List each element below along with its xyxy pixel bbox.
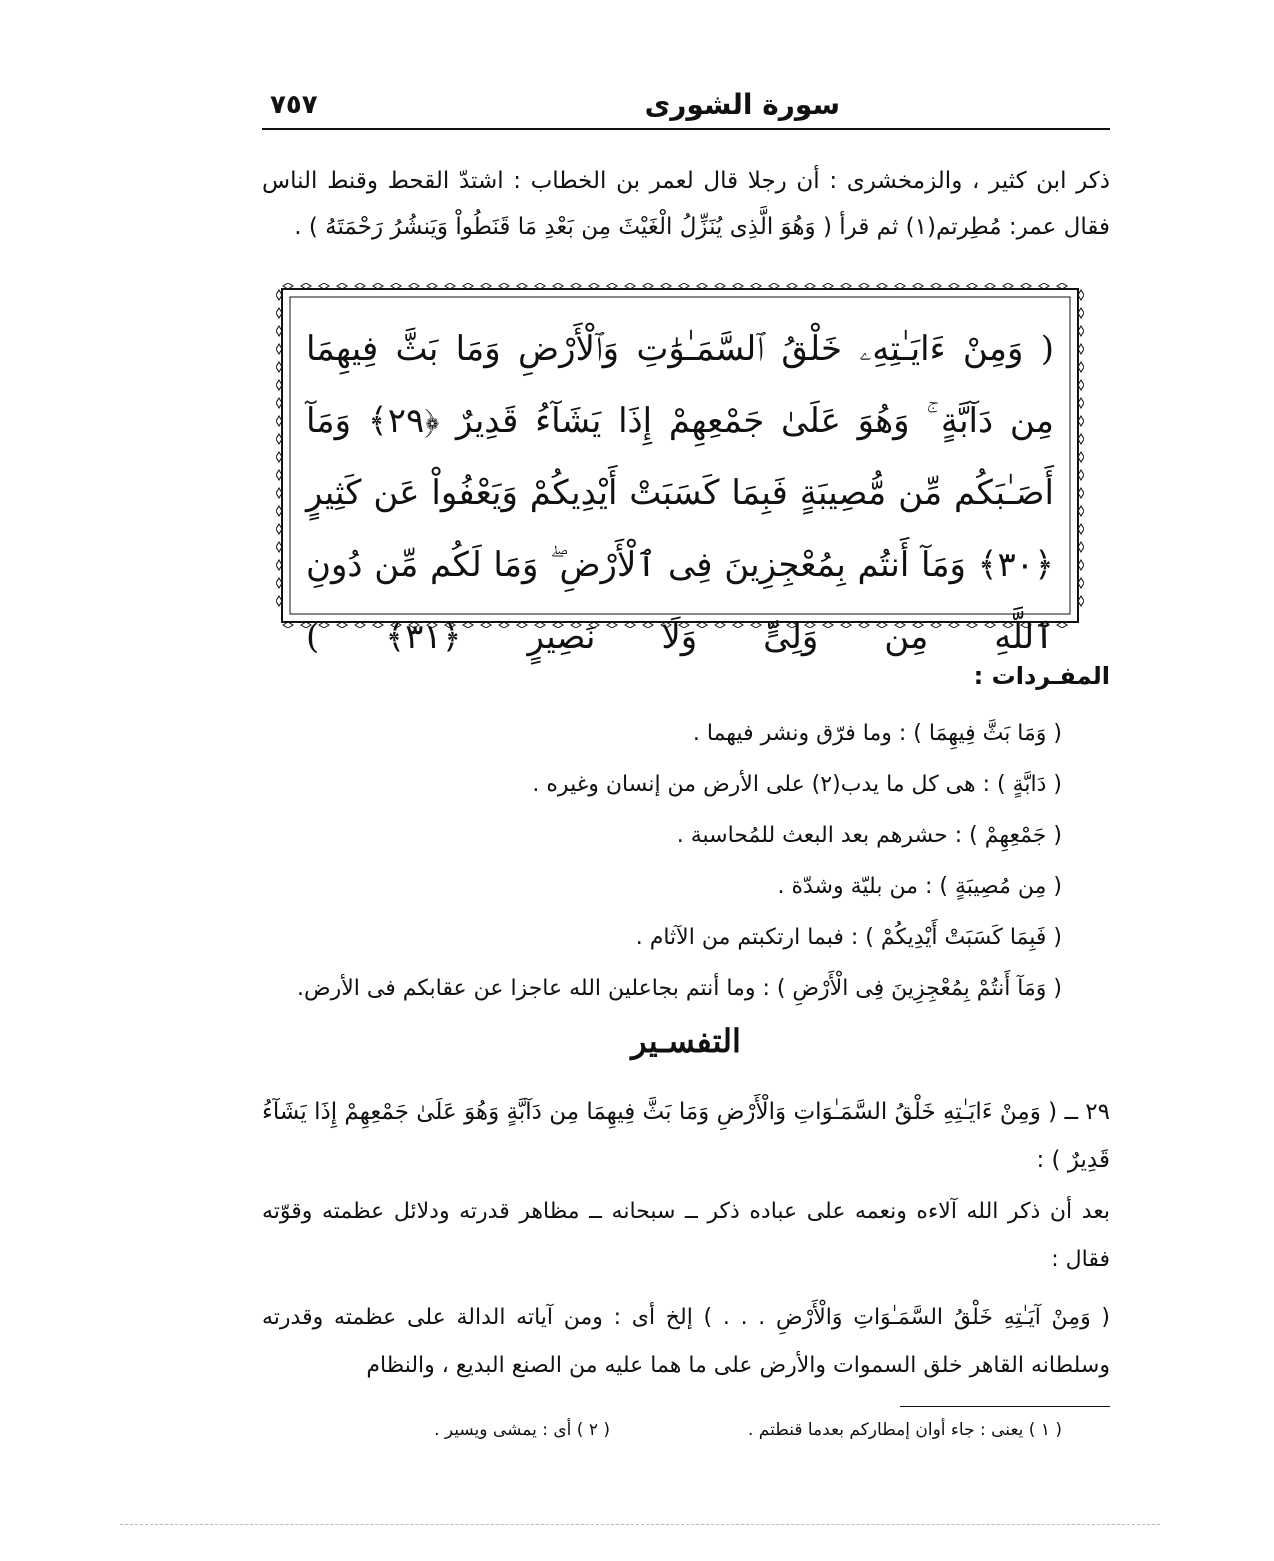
header-divider (262, 128, 1110, 130)
vocabulary-item: ( دَابَّةٍ ) : هى كل ما يدب(٢) على الأرض من إنسان وغيره . (532, 772, 1062, 797)
verse-frame (276, 283, 1084, 657)
scan-edge-line (120, 1524, 1160, 1525)
tafsir-verse: ٢٩ ــ ( وَمِنْ ءَايَـٰتِهِ خَلْقُ السَّمَـٰوَاتِ وَالْأَرْضِ وَمَا بَثَّ فِيهِمَا مِن دَآبَّةٍ وَهُوَ عَلَىٰ جَمْعِهِمْ إِذَا يَشَآءُ قَدِيرٌ ) : (262, 1099, 1110, 1173)
surah-title: سورة الشورى (644, 88, 840, 121)
footnote-divider (900, 1406, 1110, 1407)
page-header (262, 88, 1110, 128)
vocabulary-heading: المفـردات : (973, 662, 1110, 690)
vocabulary-item: ( وَمَآ أَنتُمْ بِمُعْجِزِينَ فِى الْأَرْضِ ) : وما أنتم بجاعلين الله عاجزا عن عقابكم فى الأرض. (297, 976, 1062, 1001)
vocabulary-item: ( وَمَا بَثَّ فِيهِمَا ) : وما فرّق ونشر فيهما . (692, 721, 1062, 746)
vocabulary-item: ( جَمْعِهِمْ ) : حشرهم بعد البعث للمُحاسبة . (676, 823, 1062, 848)
footnote-2: ( ٢ ) أى : يمشى ويسير . (434, 1420, 610, 1440)
page-number: ٧٥٧ (270, 90, 318, 120)
tafsir-paragraph: ( وَمِنْ آيَـٰتِهِ خَلْقُ السَّمَـٰوَاتِ وَالْأَرْضِ . . . ) إلخ أى : ومن آياته الدالة على عظمته وقدرته وسلطانه القاهر خلق السموات والأرض على ما هما عليه من الصنع البديع ، والنظام (262, 1305, 1110, 1378)
vocabulary-item: ( مِن مُصِيبَةٍ ) : من بليّة وشدّة . (777, 874, 1062, 899)
quran-verse-text: ( وَمِنْ ءَايَـٰتِهِۦ خَلْقُ ٱلسَّمَـٰوَٰتِ وَٱلْأَرْضِ وَمَا بَثَّ فِيهِمَا مِن دَآبَّةٍ ۚ وَهُوَ عَلَىٰ جَمْعِهِمْ إِذَا يَشَآءُ قَدِيرٌ ﴿٢٩﴾ وَمَآ أَصَـٰبَكُم مِّن مُّصِيبَةٍ فَبِمَا كَسَبَتْ أَيْدِيكُمْ وَيَعْفُواْ عَن كَثِيرٍ ﴿٣٠﴾ وَمَآ أَنتُم بِمُعْجِزِينَ فِى ٱلْأَرْضِ ۖ وَمَا لَكُم مِّن دُونِ ٱللَّهِ مِن وَلِىٍّ وَلَا نَصِيرٍ ﴿٣١﴾ ) (306, 329, 1054, 657)
tafsir-paragraph: بعد أن ذكر الله آلاءه ونعمه على عباده ذكر ــ سبحانه ــ مظاهر قدرته ودلائل عظمته وقوّته فقال : (262, 1199, 1110, 1272)
footnote-1: ( ١ ) يعنى : جاء أوان إمطاركم بعدما قنطتم . (748, 1420, 1062, 1440)
vocabulary-item: ( فَبِمَا كَسَبَتْ أَيْدِيكُمْ ) : فبما ارتكبتم من الآثام . (635, 925, 1062, 950)
tafsir-heading: التفسـير (631, 1022, 741, 1060)
vocabulary-list (262, 708, 1062, 1014)
intro-paragraph: ذكر ابن كثير ، والزمخشرى : أن رجلا قال لعمر بن الخطاب : اشتدّ القحط وقنط الناس فقال عمر: مُطِرتم(١) ثم قرأ ( وَهُوَ الَّذِى يُنَزِّلُ الْغَيْثَ مِن بَعْدِ مَا قَنَطُواْ وَيَنشُرُ رَحْمَتَهُ ) . (262, 168, 1110, 240)
